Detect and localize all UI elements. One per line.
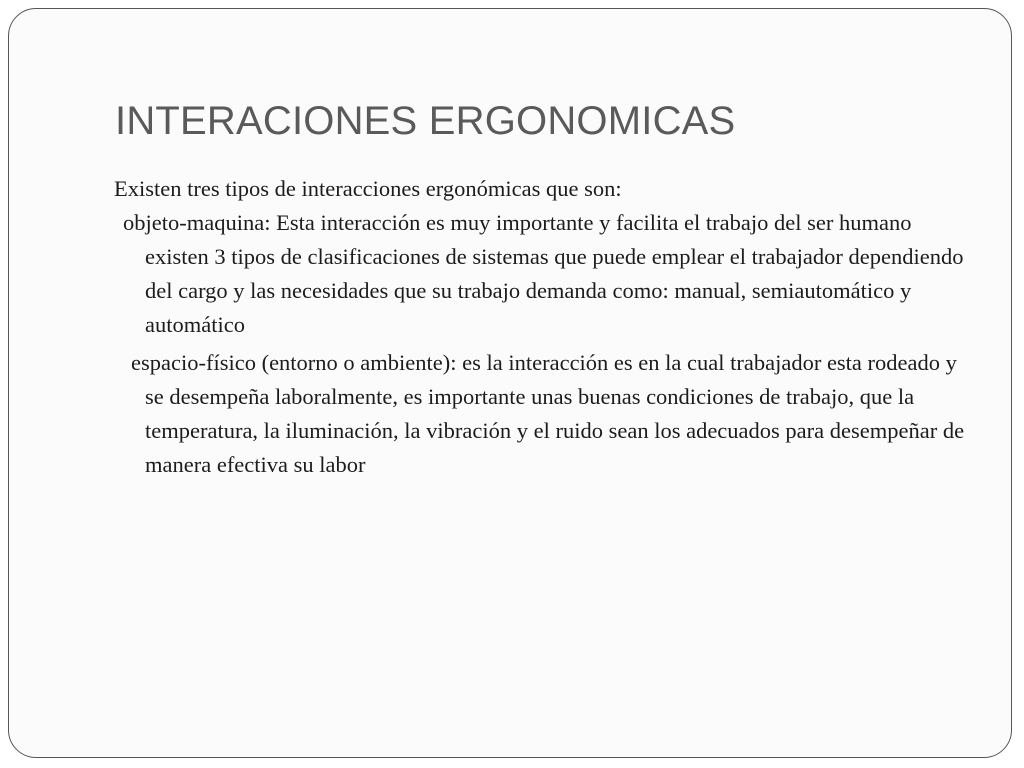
intro-text: Existen tres tipos de interacciones ergonómicas que son: xyxy=(114,176,622,201)
slide-frame xyxy=(8,8,1012,758)
slide-body xyxy=(113,172,973,482)
paragraph-espacio-fisico: espacio-físico (entorno o ambiente): es la interacción es en la cual trabajador esta rodeado y se desempeña laboralmente, es importante unas buenas condiciones de trabajo, que la temperatura, la iluminación, la vibración y el ruido sean los adecuados para desempeñar de manera efectiva su labor xyxy=(131,350,965,477)
slide-title: INTERACIONES ERGONOMICAS xyxy=(115,99,736,143)
paragraph-objeto-maquina: objeto-maquina: Esta interacción es muy importante y facilita el trabajo del ser humano existen 3 tipos de clasificaciones de sistemas que puede emplear el trabajador dependiendo del cargo y las necesidades que su trabajo demanda como: manual, semiautomático y automático xyxy=(123,210,964,337)
